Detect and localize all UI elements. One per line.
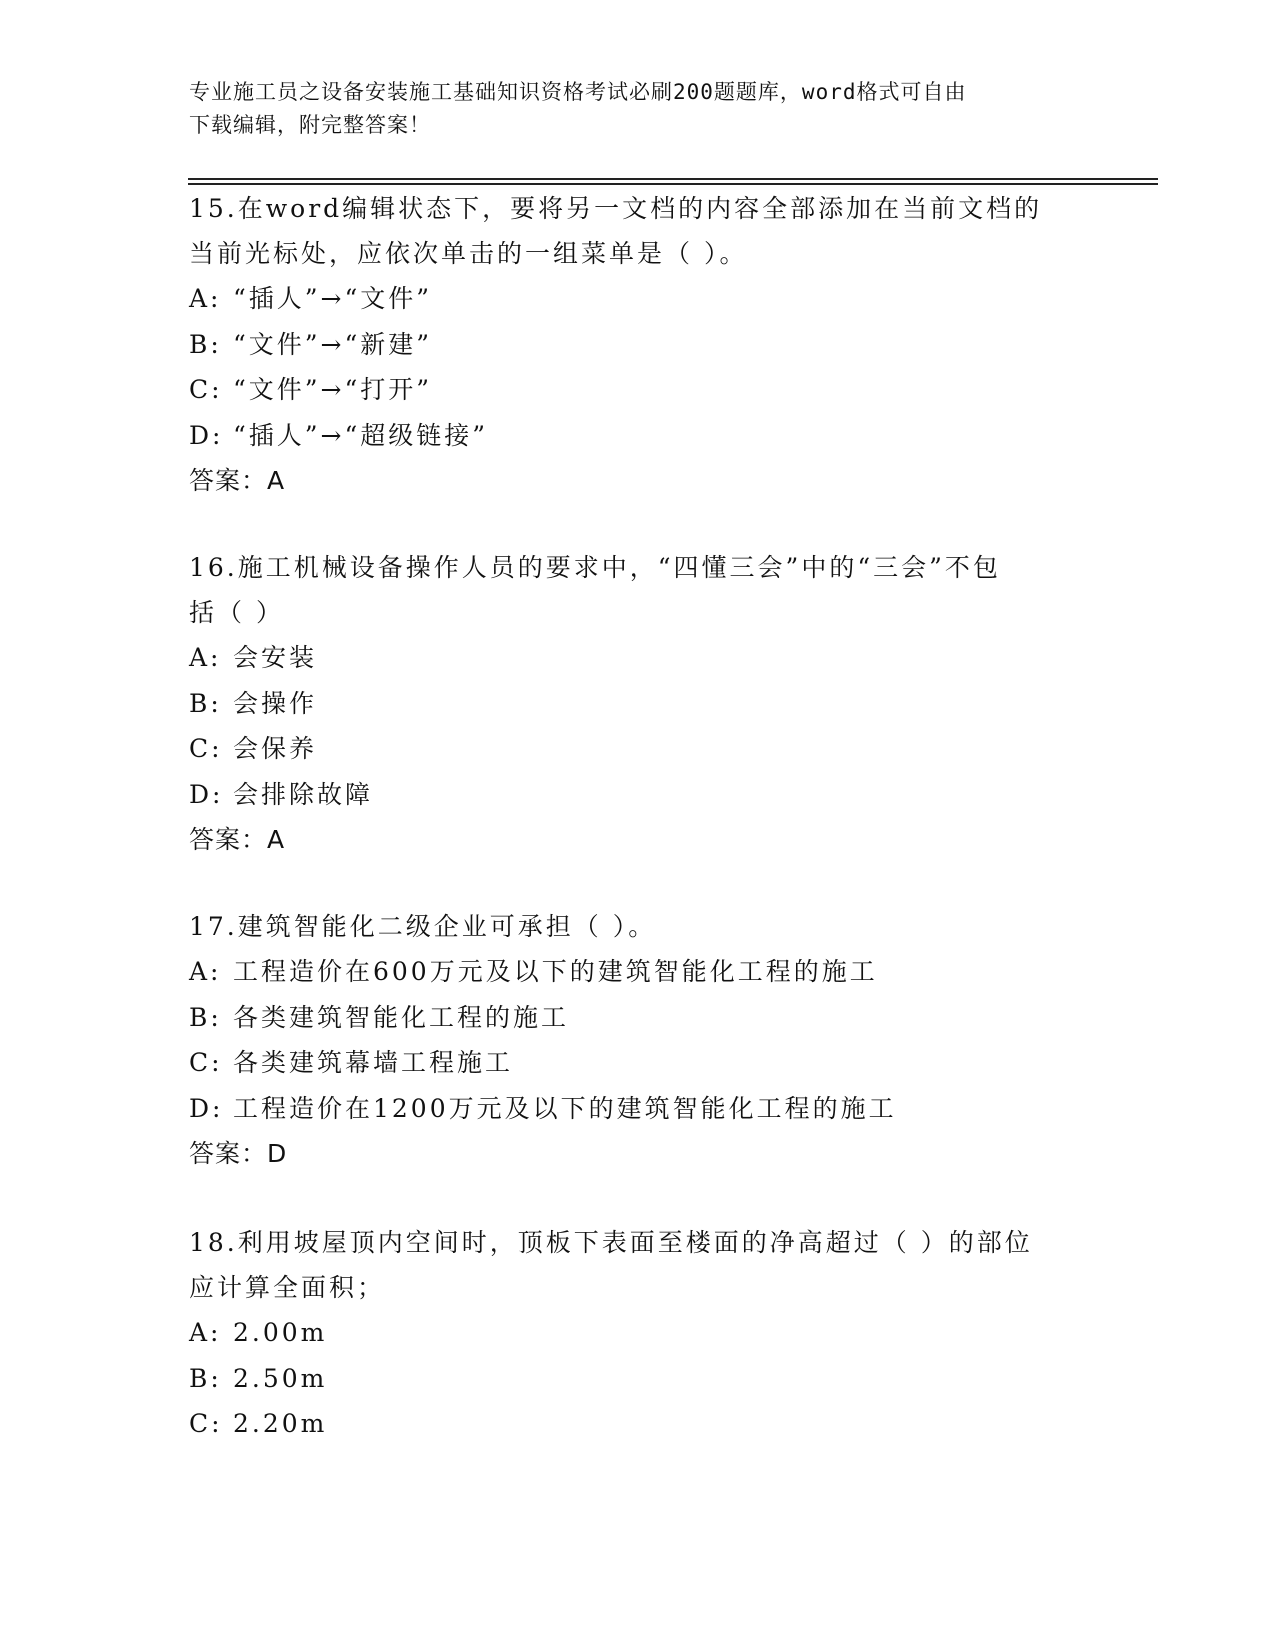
option-text: 工程造价在1200万元及以下的建筑智能化工程的施工 (233, 1093, 897, 1123)
option-d (189, 413, 1089, 459)
option-text: 会保养 (233, 734, 318, 763)
header-divider-top (188, 178, 1158, 180)
option-b (189, 995, 1089, 1041)
question-text-line-2: 当前光标处，应依次单击的一组菜单是（ ）。 (189, 239, 748, 268)
option-a (189, 1310, 1089, 1356)
option-text: 2.00m (233, 1318, 328, 1347)
option-text: 2.50m (233, 1363, 328, 1393)
question-text-line-1: 15.在word编辑状态下，要将另一文档的内容全部添加在当前文档的 (189, 194, 1043, 223)
option-b (189, 1356, 1089, 1402)
option-letter: A: (189, 284, 222, 313)
option-text: 工程造价在600万元及以下的建筑智能化工程的施工 (233, 957, 878, 986)
question-text-line-1: 16.施工机械设备操作人员的要求中，“四懂三会”中的“三会”不包 (189, 553, 1001, 582)
question-text-line-2: 括（ ） (189, 598, 284, 627)
option-letter: B: (189, 688, 222, 718)
option-a (189, 949, 1089, 995)
option-text: 会操作 (233, 688, 318, 718)
document-header (189, 76, 1089, 142)
option-text: 各类建筑幕墙工程施工 (233, 1048, 514, 1077)
answer-line: 答案：D (189, 1139, 288, 1168)
option-b (189, 322, 1089, 368)
option-text: “文件”→“打开” (233, 375, 433, 404)
option-c (189, 1040, 1089, 1086)
option-text: 各类建筑智能化工程的施工 (233, 1002, 570, 1032)
header-divider-bottom (188, 183, 1158, 185)
option-letter: B: (189, 329, 222, 359)
option-letter: C: (189, 375, 223, 404)
answer-line: 答案：A (189, 466, 286, 495)
option-text: 2.20m (233, 1409, 328, 1438)
option-text: 会安装 (233, 643, 318, 672)
question-16 (189, 545, 1089, 862)
question-text-line-2: 应计算全面积； (189, 1273, 386, 1302)
option-d (189, 772, 1089, 818)
option-c (189, 1401, 1089, 1447)
header-line-1: 专业施工员之设备安装施工基础知识资格考试必刷200题题库，word格式可自由 (189, 80, 967, 104)
question-text (189, 1220, 1089, 1310)
option-letter: A: (189, 643, 222, 672)
question-text-line-1: 17.建筑智能化二级企业可承担（ ）。 (189, 912, 657, 941)
question-text (189, 904, 1089, 949)
option-c (189, 726, 1089, 772)
option-letter: B: (189, 1002, 222, 1032)
header-line-2: 下载编辑，附完整答案！ (189, 113, 431, 137)
option-a (189, 276, 1089, 322)
option-letter: A: (189, 1318, 222, 1347)
question-text-line-1: 18.利用坡屋顶内空间时，顶板下表面至楼面的净高超过（ ）的部位 (189, 1228, 1033, 1257)
option-letter: C: (189, 734, 223, 763)
question-15 (189, 186, 1089, 503)
question-text (189, 186, 1089, 276)
answer-line: 答案：A (189, 825, 286, 854)
option-text: “插人”→“文件” (233, 284, 433, 313)
option-letter: C: (189, 1048, 223, 1077)
option-text: “文件”→“新建” (233, 329, 433, 359)
option-letter: D: (189, 420, 224, 450)
option-c (189, 367, 1089, 413)
question-18 (189, 1220, 1089, 1447)
option-text: “插人”→“超级链接” (233, 420, 489, 450)
option-a (189, 635, 1089, 681)
option-letter: B: (189, 1363, 222, 1393)
option-d (189, 1086, 1089, 1132)
option-text: 会排除故障 (233, 779, 374, 809)
question-text (189, 545, 1089, 635)
question-17 (189, 904, 1089, 1176)
option-letter: A: (189, 957, 222, 986)
option-letter: D: (189, 1093, 224, 1123)
option-letter: C: (189, 1409, 223, 1438)
option-letter: D: (189, 779, 224, 809)
option-b (189, 681, 1089, 727)
